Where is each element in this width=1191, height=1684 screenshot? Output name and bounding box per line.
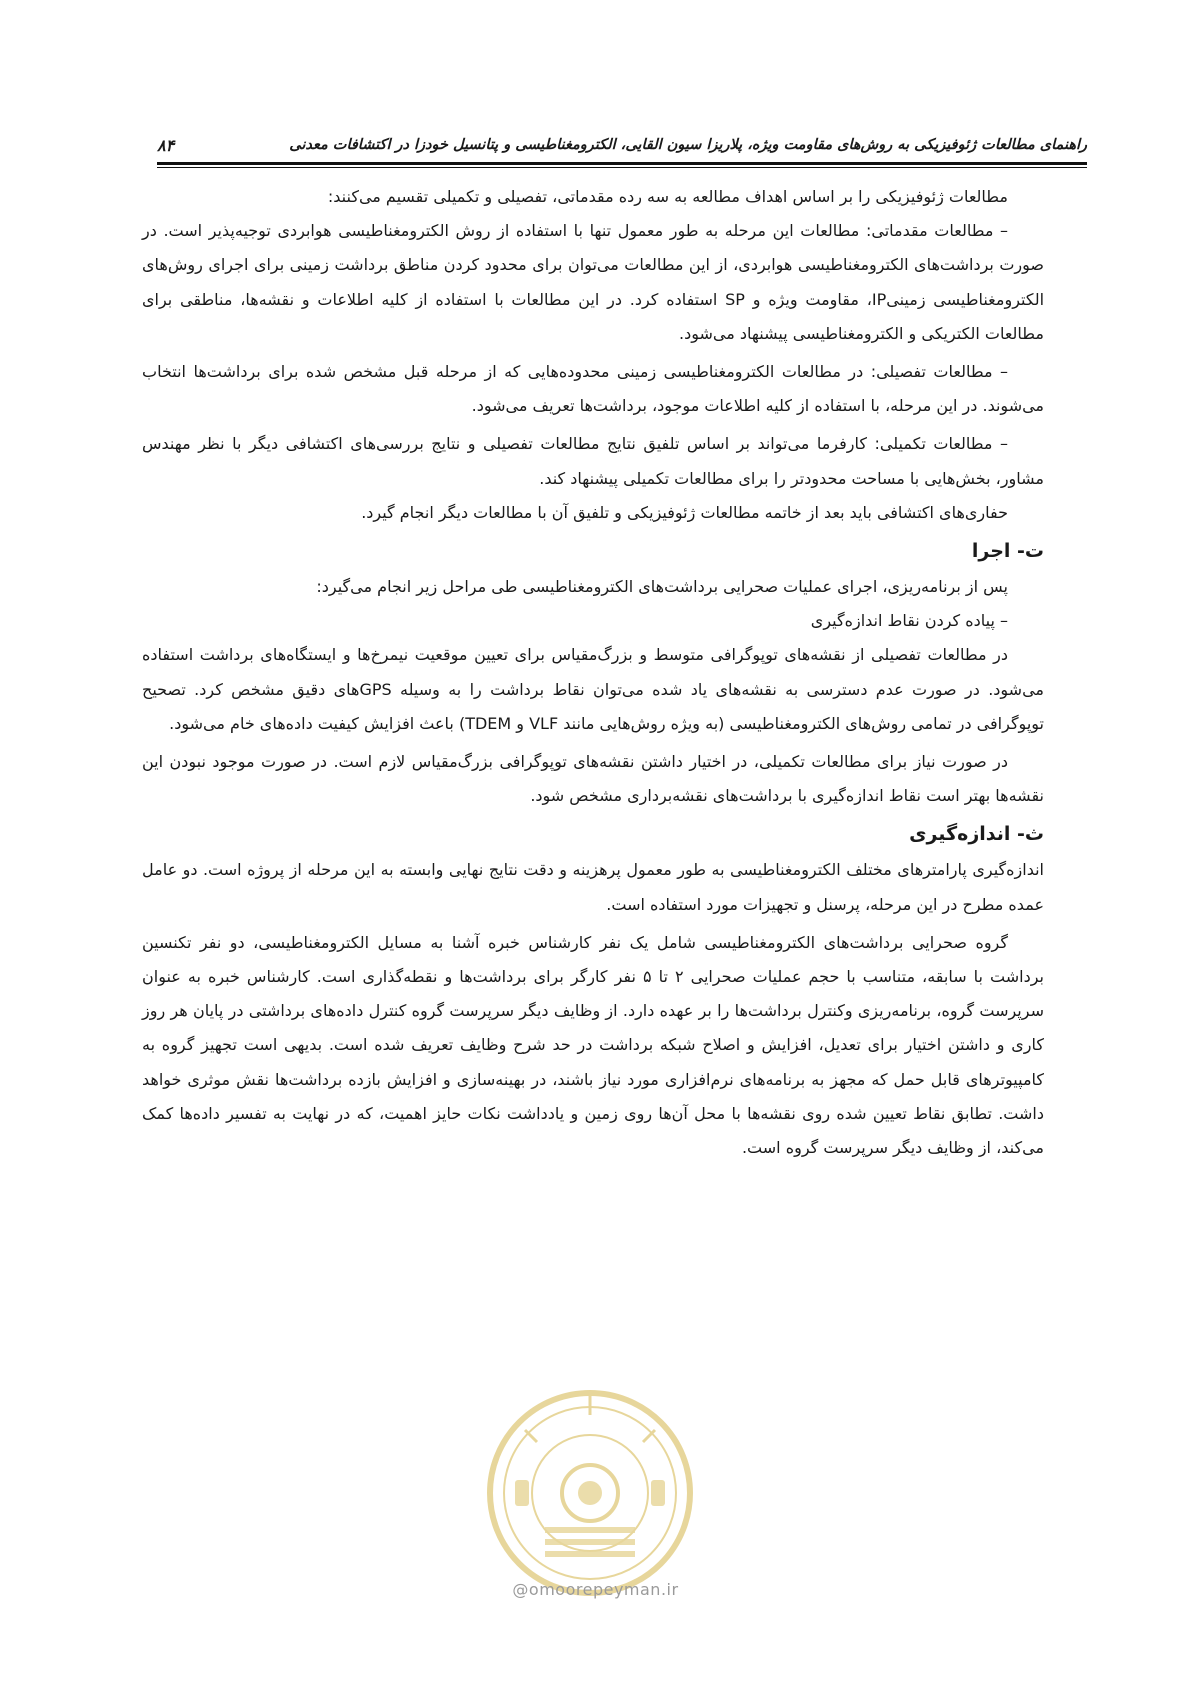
paragraph-measurement-cost: اندازه‌گیری پارامترهای مختلف الکترومغناطیسی به طور معمول پرهزینه و دقت نتایج نهایی وابسته به این مرحله از پروژه است. دو عامل عمده مطرح در این مرحله، پرسنل و تجهیزات مورد استفاده است. (142, 860, 1044, 914)
paragraph-preliminary-studies: – مطالعات مقدماتی: مطالعات این مرحله به طور معمول تنها با استفاده از روش الکترومغناطیسی هوابردی توجیه‌پذیر است. در صورت برداشت‌های الکترومغناطیسی هوابردی، از این مطالعات می‌توان برای محدود کردن مناطق برداشت زمینی برای اجرای روش‌های الکترومغناطیسی زمینیIP، مقاومت ویژه و SP استفاده کرد. در این مطالعات با استفاده از کلیه اطلاعات و نقشه‌ها، مناطقی برای مطالعات الکتریکی و الکترومغناطیسی پیشنهاد می‌شود. (142, 221, 1045, 343)
header-rule-thick (157, 162, 1087, 165)
paragraph-study-categories: مطالعات ژئوفیزیکی را بر اساس اهداف مطالعه به سه رده مقدماتی، تفصیلی و تکمیلی تقسیم می‌کنند: (327, 187, 1008, 206)
body-text (142, 180, 1044, 1165)
header-rule-thin (157, 167, 1087, 168)
paragraph-topographic-maps: در مطالعات تفصیلی از نقشه‌های توپوگرافی متوسط و بزرگ‌مقیاس برای تعیین موقعیت نیمرخ‌ها و ایستگاه‌های برداشت استفاده می‌شود. در صورت عدم دسترسی به نقشه‌های یاد شده می‌توان نقاط برداشت را به وسیله GPSهای دقیق مشخص کرد. تصحیح توپوگرافی در تمامی روش‌های الکترومغناطیسی (به ویژه روش‌هایی مانند VLF و TDEM) باعث افزایش کیفیت داده‌های خام می‌شود. (142, 645, 1044, 733)
section-heading-measurement: ث- اندازه‌گیری (909, 823, 1044, 846)
section-heading-execution: ت- اجرا (971, 540, 1044, 563)
paragraph-exploratory-drilling: حفاری‌های اکتشافی باید بعد از خاتمه مطالعات ژئوفیزیکی و تلفیق آن با مطالعات دیگر انجام گیرد. (361, 502, 1008, 522)
watermark-site-link: @omoorepeyman.ir (512, 1580, 679, 1599)
running-header (157, 128, 1087, 162)
watermark-seal-icon (475, 1375, 705, 1605)
header-title: راهنمای مطالعات ژئوفیزیکی به روش‌های مقاومت ویژه، پلاریزا سیون القایی، الکترومغناطیسی و پتانسیل خودزا در اکتشافات معدنی (289, 137, 1087, 153)
paragraph-field-crew: گروه صحرایی برداشت‌های الکترومغناطیسی شامل یک نفر کارشناس خبره آشنا به مسایل الکترومغناطیسی، دو نفر تکنسین برداشت با سابقه، متناسب با حجم عملیات صحرایی ۲ تا ۵ نفر کارگر برای برداشت‌ها و نقطه‌گذاری است. کارشناس خبره به عنوان سرپرست گروه، برنامه‌ریزی وکنترل برداشت‌ها را بر عهده دارد. از وظایف دیگر سرپرست گروه کنترل داده‌های برداشتی در پایان هر روز کاری و داشتن اختیار برای تعدیل، افزایش و اصلاح شبکه برداشت در حد شرح وظایف تعریف شده است. بدیهی است تجهیز گروه به کامپیوترهای قابل حمل که مجهز به برنامه‌های نرم‌افزاری مورد نیاز باشند، در بهینه‌سازی و افزایش بازده برداشت‌ها نقش موثری خواهد داشت. تطابق نقاط تعیین شده روی نقشه‌ها با محل آن‌ها روی زمین و یادداشت نکات حایز اهمیت، که در نهایت به تفسیر داده‌ها کمک می‌کند، از وظایف دیگر سرپرست گروه است. (142, 932, 1044, 1158)
page-number: ۸۴ (157, 135, 175, 155)
paragraph-large-scale-maps: در صورت نیاز برای مطالعات تکمیلی، در اختیار داشتن نقشه‌های توپوگرافی بزرگ‌مقیاس لازم است. در صورت موجود نبودن این نقشه‌ها بهتر است نقاط اندازه‌گیری با برداشت‌های نقشه‌برداری مشخص شود. (142, 752, 1044, 806)
paragraph-detailed-studies: – مطالعات تفصیلی: در مطالعات الکترومغناطیسی زمینی محدوده‌هایی که از مرحله قبل مشخص شده برای برداشت‌ها انتخاب می‌شوند. در این مرحله، با استفاده از کلیه اطلاعات موجود، برداشت‌ها تعریف می‌شود. (142, 362, 1044, 416)
paragraph-execution-steps: پس از برنامه‌ریزی، اجرای عملیات صحرایی برداشت‌های الکترومغناطیسی طی مراحل زیر انجام می‌گیرد: (316, 577, 1008, 597)
paragraph-supplementary-studies: – مطالعات تکمیلی: کارفرما می‌تواند بر اساس تلفیق نتایج مطالعات تفصیلی و نتایج بررسی‌های اکتشافی دیگر با نظر مهندس مشاور، بخش‌هایی با مساحت محدودتر را برای مطالعات تکمیلی پیشنهاد کند. (142, 434, 1044, 488)
paragraph-point-staking: – پیاده کردن نقاط اندازه‌گیری (810, 611, 1008, 631)
